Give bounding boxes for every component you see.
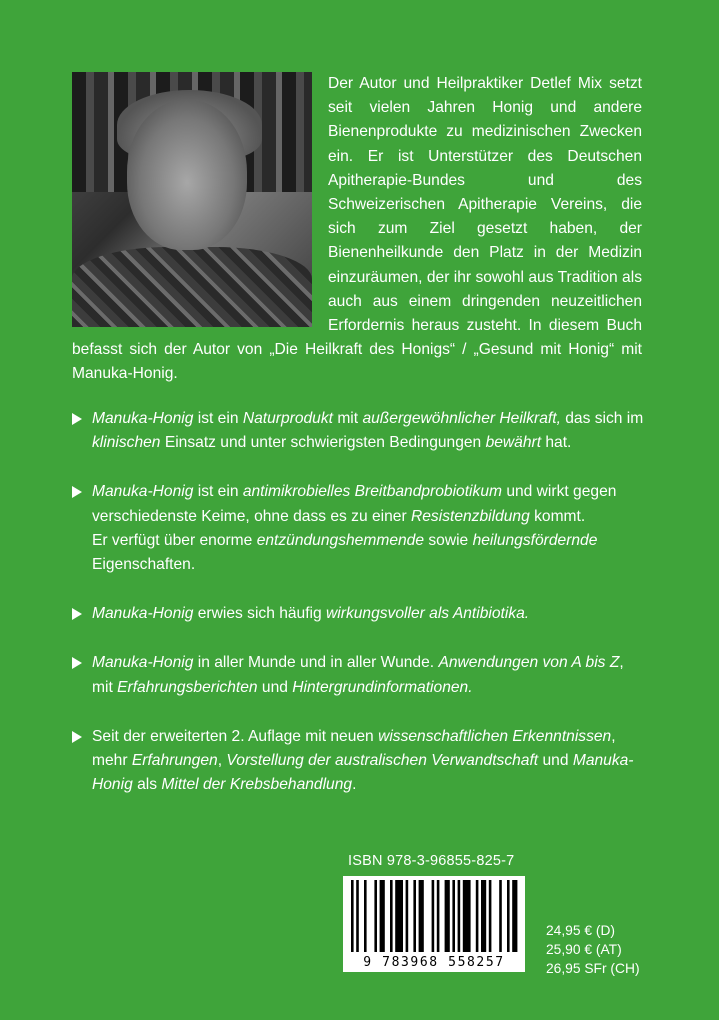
body-text: kommt.: [529, 507, 586, 525]
emphasis-text: Mittel der Krebsbehandlung: [161, 776, 353, 794]
emphasis-text: Hintergrundinformationen.: [292, 678, 473, 696]
barcode-bar: [419, 880, 424, 952]
price-ch: 26,95 SFr (CH): [546, 961, 640, 976]
barcode-bar: [445, 880, 450, 952]
feature-text: [92, 480, 646, 577]
barcode-bar: [512, 880, 517, 952]
price-at: 25,90 € (AT): [546, 942, 622, 957]
emphasis-text: antimikrobielles Breitbandprobiotikum: [242, 483, 502, 501]
triangle-bullet-icon: [72, 731, 82, 743]
feature-item: [72, 602, 646, 626]
body-text: ,: [217, 752, 227, 770]
barcode-bar: [395, 880, 403, 952]
body-text: Seit der erweiterten 2. Auflage mit neuen: [92, 727, 379, 745]
emphasis-text: Manuka-Honig: [92, 483, 194, 501]
body-text: .: [352, 776, 357, 794]
body-text: als: [132, 776, 162, 794]
author-intro-text: Der Autor und Heilpraktiker Detlef Mix setzt seit vielen Jahren Honig und andere Bienenprodukte zu medizinischen Zwecken ein. Er ist Unterstützer des Deutschen Apitherapie-Bundes und des Schweizerischen Apitherapie Vereins, die sich zum Ziel gesetzt haben, der Bienenheilkunde den Platz in der Medizin einzuräumen, der ihr sowohl aus Tradition als auch aus einem dringenden neuzeitlichen Erfordernis heraus zusteht. In diesem Buch befasst sich der Autor von „Die Heilkraft des Honigs“ / „Gesund mit Honig“ mit Manuka-Honig.: [72, 75, 642, 383]
body-text: das sich im: [560, 410, 644, 427]
emphasis-text: Erfahrungsberichten: [117, 678, 258, 696]
barcode-bar: [476, 880, 479, 952]
emphasis-text: Vorstellung der australischen Verwandtschaft: [226, 752, 539, 770]
barcode-bar: [507, 880, 510, 952]
triangle-bullet-icon: [72, 486, 82, 498]
emphasis-text: Manuka-Honig: [92, 752, 634, 794]
barcode-bar: [356, 880, 359, 952]
feature-item: [72, 480, 646, 577]
emphasis-text: bewährt: [485, 434, 542, 452]
barcode-bar: [452, 880, 455, 952]
body-text: und wirkt gegen verschiedenste Keime, ohne dass es zu einer: [92, 483, 617, 525]
barcode-bar: [390, 880, 393, 952]
barcode-bar: [458, 880, 461, 952]
emphasis-text: klinischen: [92, 434, 161, 452]
body-text: ist ein: [193, 410, 243, 427]
barcode-bar: [413, 880, 416, 952]
body-text: Einsatz und unter schwierigsten Bedingungen: [160, 434, 486, 452]
emphasis-text: wissenschaftlichen Erkenntnissen: [378, 727, 612, 745]
body-text: hat.: [541, 434, 572, 452]
feature-item: [72, 407, 646, 455]
emphasis-text: außergewöhnlicher Heilkraft,: [362, 410, 561, 427]
barcode-bar: [437, 880, 440, 952]
body-text: erwies sich häufig: [193, 605, 327, 623]
triangle-bullet-icon: [72, 657, 82, 669]
body-text: mit: [332, 410, 363, 427]
body-text: ist ein: [193, 483, 243, 501]
emphasis-text: Resistenzbildung: [411, 507, 530, 525]
barcode: [343, 876, 525, 972]
emphasis-text: Manuka-Honig: [92, 410, 194, 427]
barcode-bar: [432, 880, 435, 952]
feature-item: [72, 725, 646, 798]
feature-text: [92, 725, 646, 798]
barcode-bar: [499, 880, 502, 952]
barcode-bar: [374, 880, 377, 952]
barcode-bar: [406, 880, 409, 952]
feature-list: [72, 407, 646, 822]
barcode-bar: [351, 880, 354, 952]
feature-item: [72, 651, 646, 699]
feature-text: [92, 407, 646, 455]
barcode-digits: 9 783968 558257: [363, 955, 505, 970]
barcode-bar: [380, 880, 385, 952]
body-text: , mit: [92, 654, 624, 696]
emphasis-text: Erfahrungen: [131, 752, 218, 770]
body-text: Eigenschaften.: [92, 556, 196, 574]
feature-text: [92, 651, 646, 699]
barcode-bar: [463, 880, 471, 952]
emphasis-text: Naturprodukt: [242, 410, 333, 427]
barcode-bar: [489, 880, 492, 952]
body-text: Er verfügt über enorme: [92, 531, 257, 549]
emphasis-text: wirkungsvoller als Antibiotika.: [326, 605, 530, 623]
feature-text: [92, 602, 646, 626]
body-text: in aller Munde und in aller Wunde.: [193, 654, 439, 672]
body-text: , mehr: [92, 727, 616, 770]
price-list: [546, 921, 640, 978]
triangle-bullet-icon: [72, 608, 82, 620]
body-text: und: [257, 678, 293, 696]
barcode-bar: [364, 880, 367, 952]
author-intro: [72, 72, 642, 387]
emphasis-text: Manuka-Honig: [92, 654, 194, 672]
isbn-label: ISBN 978-3-96855-825-7: [348, 853, 515, 869]
emphasis-text: heilungsfördernde: [472, 531, 598, 549]
emphasis-text: entzündungshemmende: [256, 531, 425, 549]
body-text: sowie: [424, 531, 473, 549]
body-text: und: [538, 752, 573, 770]
triangle-bullet-icon: [72, 413, 82, 425]
emphasis-text: Manuka-Honig: [92, 605, 194, 623]
emphasis-text: Anwendungen von A bis Z: [438, 654, 620, 672]
barcode-bar: [481, 880, 486, 952]
price-de: 24,95 € (D): [546, 923, 616, 938]
